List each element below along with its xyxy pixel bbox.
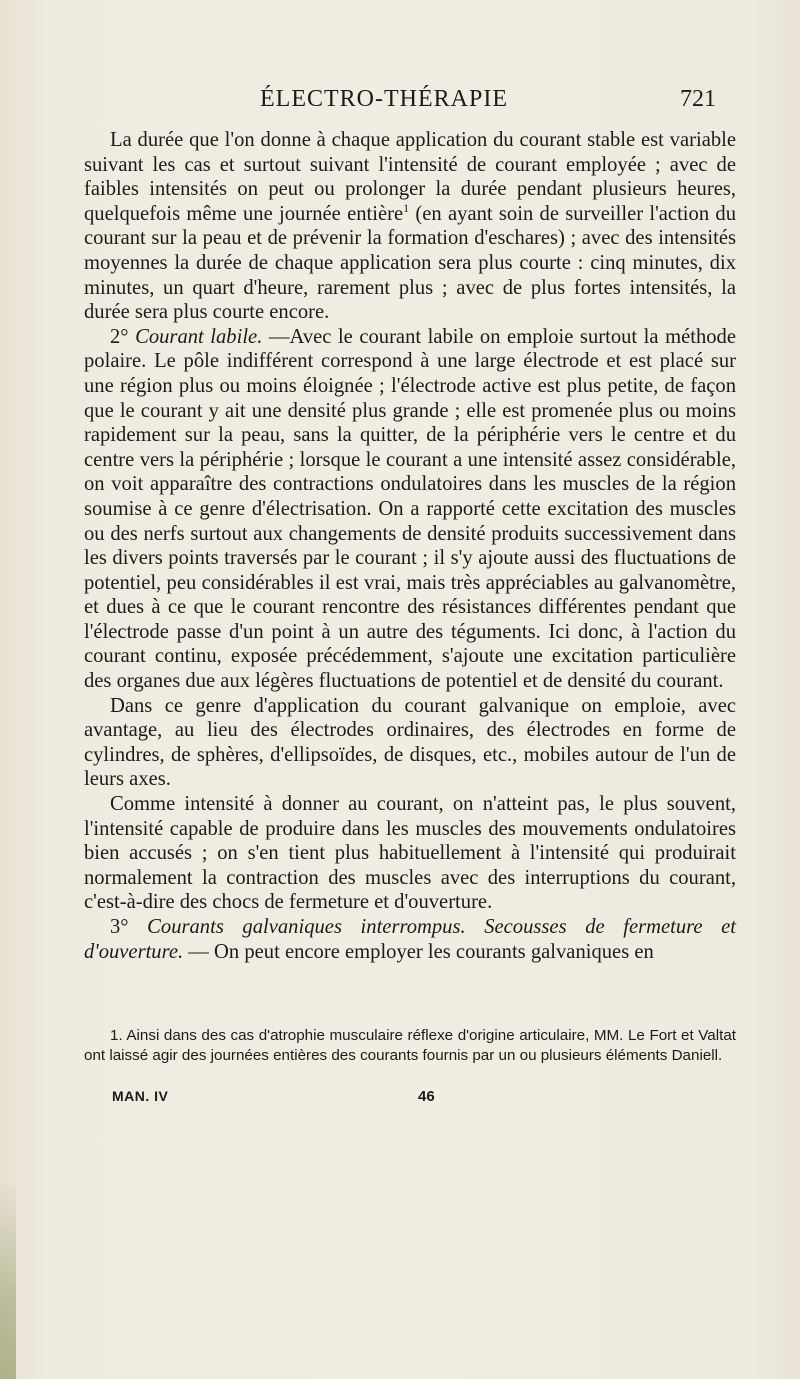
paragraph-stable-current-duration <box>84 128 736 325</box>
section-number: 2° <box>110 325 129 348</box>
section-heading: Courant labile. <box>135 325 263 348</box>
paragraph-text: (en ayant soin de surveiller l'action du courant sur la peau et de prévenir la formation d'eschares) ; avec des intensités moyennes la durée de chaque application sera plus courte : cinq minutes, dix minutes, un quart d'heure, rarement plus ; avec de plus fortes intensités, la durée sera plus courte encore. <box>84 202 737 324</box>
paragraph-text: — On peut encore employer les courants galvaniques en <box>183 940 654 963</box>
signature-label: MAN. IV <box>112 1088 169 1104</box>
signature-number: 46 <box>418 1088 435 1105</box>
page-header <box>160 86 720 126</box>
footnote-reference: 1 <box>403 200 410 215</box>
page-edge-shadow <box>0 1180 16 1379</box>
paragraph-text: —Avec le courant labile on emploie surtout la méthode polaire. Le pôle indifférent correspond à une large électrode et est placé sur une région plus ou moins éloignée ; l'électrode active est plus petite, de façon que le courant y ait une densité plus grande ; elle est promenée plus ou moins rapidement sur la peau, sans la quitter, de la périphérie vers le centre et du centre vers la périphérie ; lorsque le courant a une intensité assez considérable, on voit apparaître des contractions ondulatoires dans les muscles de la région soumise à ce genre d'électrisation. On a rapporté cette excitation des muscles ou des nerfs surtout aux changements de densité produits successivement dans les divers points traversés par le courant ; il s'y ajoute aussi des fluctuations de potentiel, peu considérables il est vrai, mais très appréciables au galvanomètre, et dues à ce que le courant rencontre des résistances différentes pendant que l'électrode passe d'un point à un autre des téguments. Ici donc, à l'action du courant continu, exposée précédemment, s'ajoute une excitation particulière des organes due aux légères fluctuations de potentiel et de densité du courant. <box>84 325 736 693</box>
paragraph-text: La durée que l'on donne à chaque application du courant stable est variable suivant les cas et surtout suivant l'intensité de courant employée ; avec de faibles intensités on peut ou prolonger la durée pendant plusieurs heures, quelquefois même une journée entière <box>84 129 736 225</box>
paragraph-text: Dans ce genre d'application du courant galvanique on emploie, avec avantage, au lieu des électrodes ordinaires, des électrodes en forme de cylindres, de sphères, d'ellipsoïdes, de disques, etc., mobiles autour de l'un de leurs axes. <box>84 694 736 791</box>
printer-signature <box>84 1088 736 1108</box>
paragraph-electrode-shapes <box>84 694 736 792</box>
section-heading: Courants galvaniques interrompus. Secousses de fermeture et d'ouverture. <box>84 916 736 963</box>
paragraph-intensity <box>84 792 736 915</box>
footnote <box>84 1026 736 1066</box>
running-title: ÉLECTRO-THÉRAPIE <box>260 86 508 112</box>
footnote-text: Ainsi dans des cas d'atrophie musculaire réflexe d'origine articulaire, MM. Le Fort et Valtat ont laissé agir des journées entières des courants fournis par un ou plusieurs éléments Daniell. <box>84 1027 736 1064</box>
footnotes <box>84 1026 736 1066</box>
section-number: 3° <box>110 916 129 938</box>
paragraph-interrupted-currents <box>84 915 736 964</box>
footnote-marker: 1. <box>110 1027 123 1044</box>
paragraph-text: Comme intensité à donner au courant, on n'atteint pas, le plus souvent, l'intensité capable de produire dans les muscles des mouvements ondulatoires bien accusés ; on s'en tient plus habituellement à l'intensité qui produirait normalement la contraction des muscles avec des interruptions du courant, c'est-à-dire des chocs de fermeture et d'ouverture. <box>84 793 736 914</box>
paragraph-labile-current <box>84 325 736 694</box>
main-text <box>84 128 736 964</box>
page-number: 721 <box>680 86 716 112</box>
